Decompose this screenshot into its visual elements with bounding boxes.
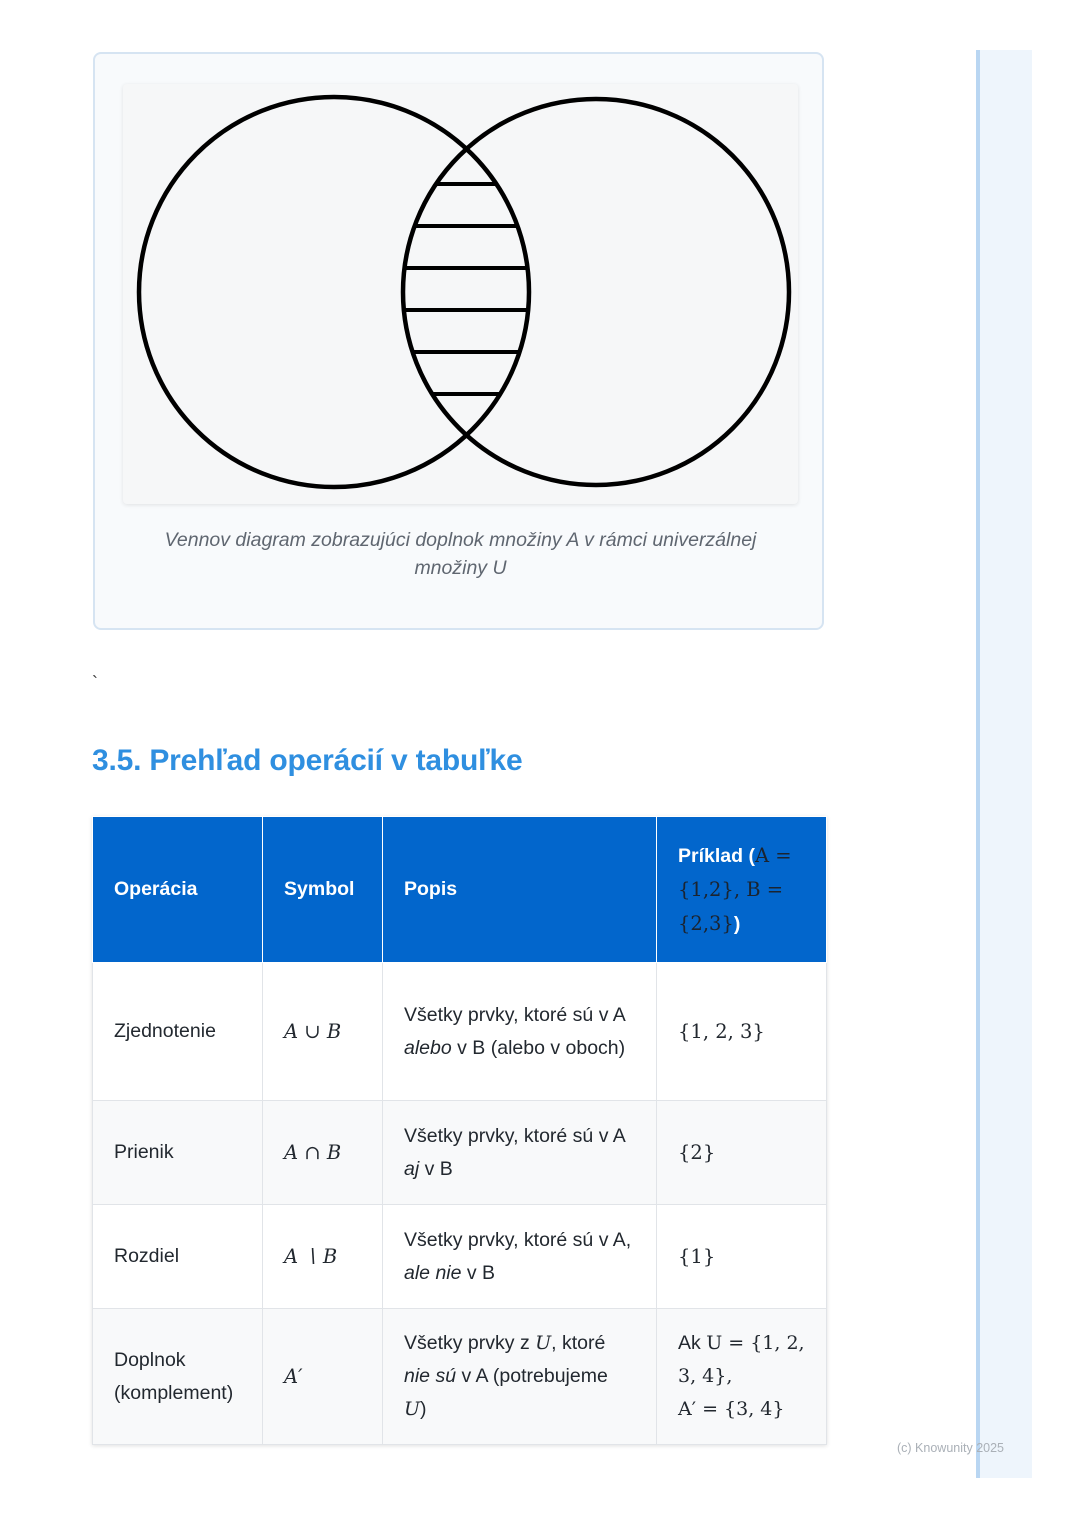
cell-symbol [263, 1205, 383, 1309]
desc-text: Všetky prvky, ktoré sú v A [404, 1124, 625, 1147]
symbol-math: A′ [284, 1365, 303, 1388]
cell-example: {1, 2, 3} [657, 963, 827, 1101]
desc-text: ) [420, 1398, 427, 1420]
cell-symbol [263, 1309, 383, 1445]
desc-math: U [535, 1332, 552, 1354]
example-math: U = {1, 2, 3, 4}, [678, 1332, 805, 1387]
desc-emphasis: aj [404, 1157, 420, 1180]
cell-operation: Doplnok (komplement) [93, 1309, 263, 1445]
cell-example: {1} [657, 1205, 827, 1309]
cell-operation: Zjednotenie [93, 963, 263, 1101]
table-row [93, 963, 827, 1101]
header-symbol: Symbol [263, 817, 383, 963]
cell-example: {2} [657, 1101, 827, 1205]
intersection-hatching [404, 184, 788, 394]
operations-table [92, 816, 827, 1445]
venn-circle-b [403, 99, 789, 485]
example-math: A′ = {3, 4} [678, 1398, 785, 1420]
desc-text: Všetky prvky z [404, 1332, 536, 1354]
cell-operation: Rozdiel [93, 1205, 263, 1309]
section-heading: 3.5. Prehľad operácií v tabuľke [92, 744, 523, 777]
desc-text: v A (potrebujeme [456, 1365, 608, 1387]
example-text: Ak [678, 1332, 707, 1354]
desc-emphasis: ale nie [404, 1261, 462, 1284]
desc-math: U [404, 1398, 421, 1420]
cell-description [383, 1309, 657, 1445]
header-example-prefix: Príklad ( [678, 844, 755, 867]
venn-diagram-image [123, 84, 798, 504]
header-description: Popis [383, 817, 657, 963]
table-row [93, 1101, 827, 1205]
copyright-footer: (c) Knowunity 2025 [897, 1441, 1005, 1455]
symbol-math: A ∖ B [284, 1245, 338, 1268]
cell-description [383, 1205, 657, 1309]
header-operation: Operácia [93, 817, 263, 963]
table-row [93, 1309, 827, 1445]
desc-text: , ktoré [551, 1332, 606, 1354]
desc-emphasis: alebo [404, 1036, 452, 1059]
header-example [657, 817, 827, 963]
cell-operation: Prienik [93, 1101, 263, 1205]
desc-text: Všetky prvky, ktoré sú v A [404, 1003, 625, 1026]
header-example-suffix: ) [733, 912, 741, 935]
symbol-math: A ∩ B [284, 1141, 342, 1164]
symbol-math: A ∪ B [284, 1020, 342, 1043]
desc-emphasis: nie sú [404, 1365, 457, 1387]
sidebar-strip [976, 50, 1032, 1478]
desc-text: v B (alebo v oboch) [451, 1036, 626, 1059]
figure-box [93, 52, 824, 630]
desc-text: v B [419, 1157, 453, 1180]
table-header-row [93, 817, 827, 963]
desc-text: v B [461, 1261, 496, 1284]
desc-text: Všetky prvky, ktoré sú v A, [404, 1228, 632, 1251]
venn-diagram [123, 84, 798, 504]
venn-circle-a [139, 97, 529, 487]
figure-caption: Vennov diagram zobrazujúci doplnok množiny A v rámci univerzálnej množiny U [164, 529, 757, 579]
stray-character: ` [92, 673, 98, 693]
table-row [93, 1205, 827, 1309]
cell-symbol [263, 1101, 383, 1205]
cell-description [383, 963, 657, 1101]
header-example-math: A = {1,2}, B = {2,3} [678, 843, 792, 935]
cell-symbol [263, 963, 383, 1101]
cell-description [383, 1101, 657, 1205]
cell-example [657, 1309, 827, 1445]
